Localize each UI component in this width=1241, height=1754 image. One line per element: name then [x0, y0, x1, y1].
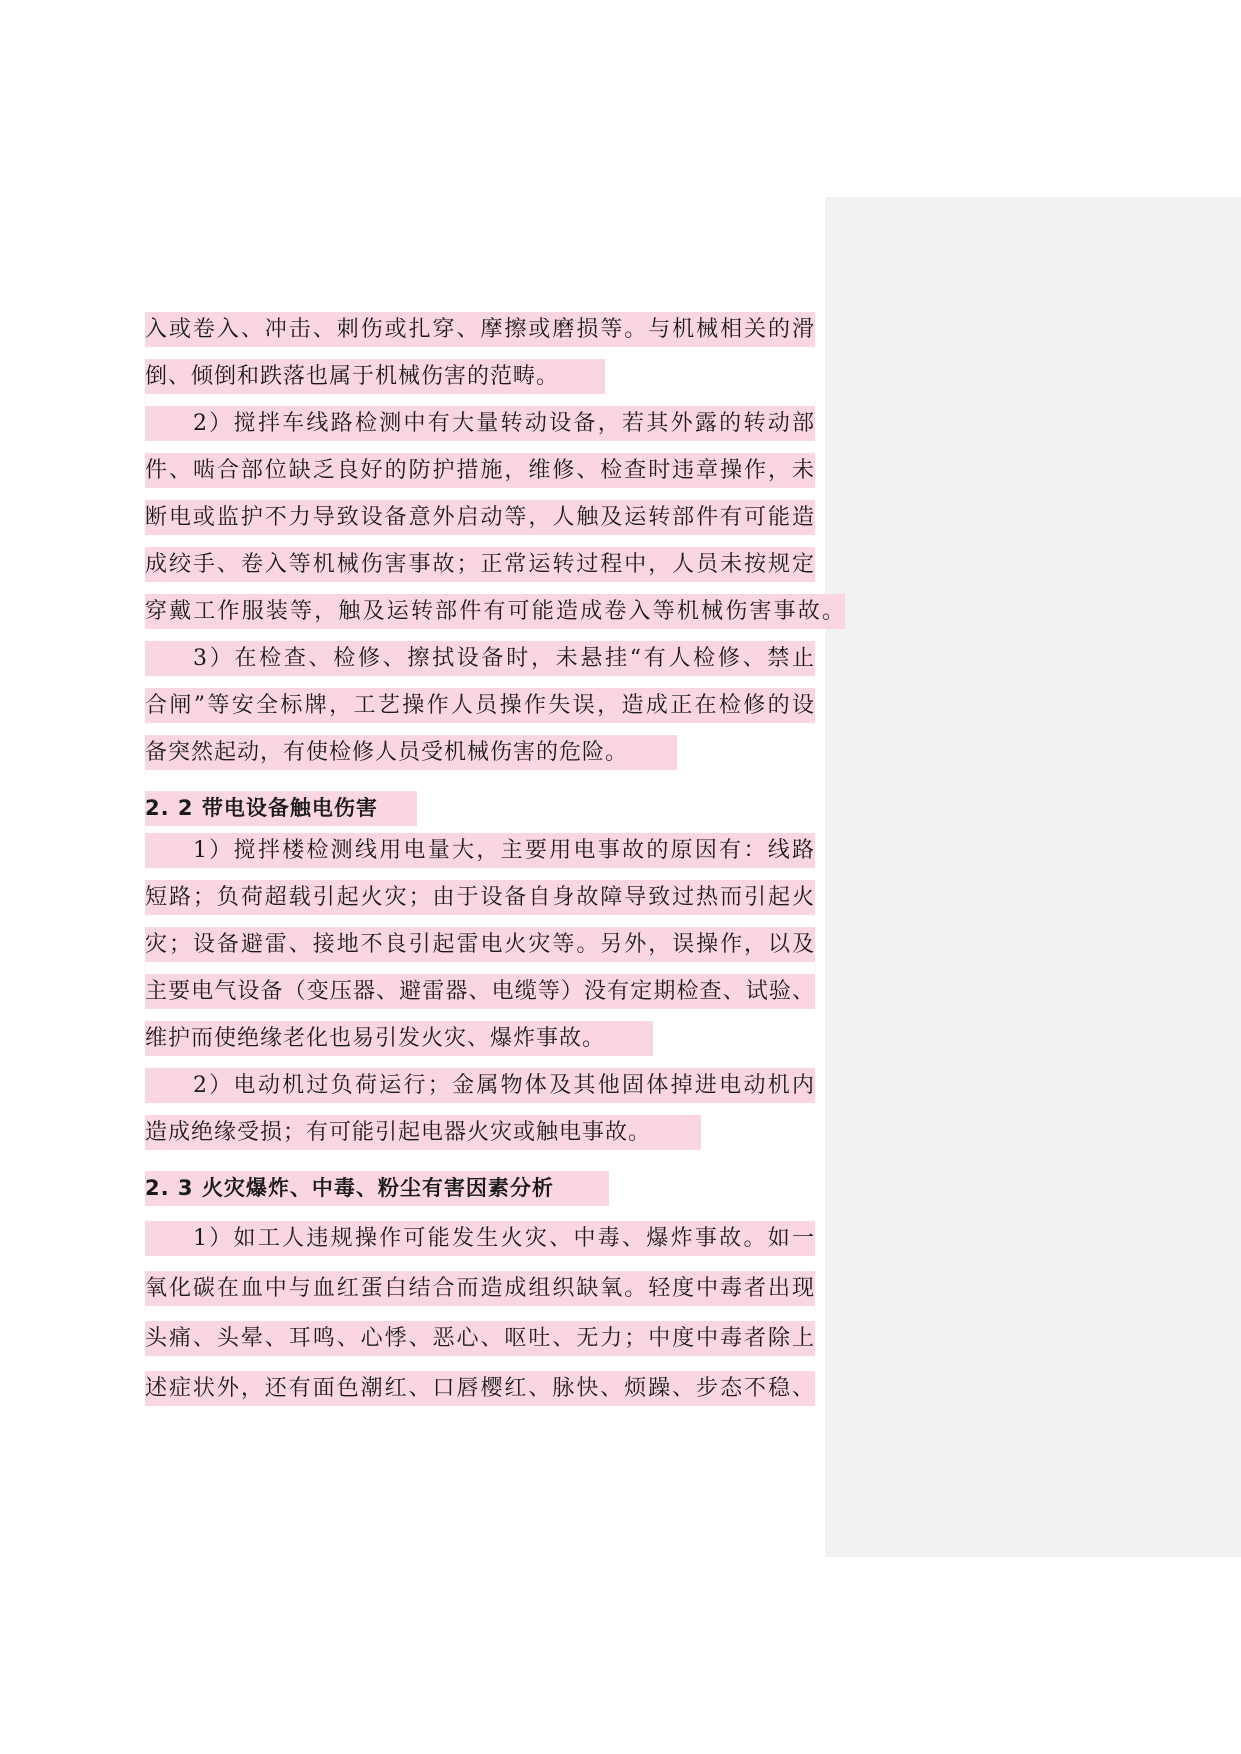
text-line: 氧化碳在血中与血红蛋白结合而造成组织缺氧。轻度中毒者出现: [145, 1271, 815, 1306]
text-line: 2）搅拌车线路检测中有大量转动设备，若其外露的转动部: [145, 406, 815, 441]
section-heading: 2. 3 火灾爆炸、中毒、粉尘有害因素分析: [145, 1171, 609, 1206]
text-line: 1）如工人违规操作可能发生火灾、中毒、爆炸事故。如一: [145, 1221, 815, 1256]
text-line: 备突然起动，有使检修人员受机械伤害的危险。: [145, 735, 677, 770]
text-line: 件、啮合部位缺乏良好的防护措施，维修、检查时违章操作，未: [145, 453, 815, 488]
text-line: 穿戴工作服装等，触及运转部件有可能造成卷入等机械伤害事故。: [145, 594, 845, 629]
text-line: 1）搅拌楼检测线用电量大，主要用电事故的原因有：线路: [145, 833, 815, 868]
text-line: 维护而使绝缘老化也易引发火灾、爆炸事故。: [145, 1021, 653, 1056]
text-line: 合闸”等安全标牌，工艺操作人员操作失误，造成正在检修的设: [145, 688, 815, 723]
text-line: 短路；负荷超载引起火灾；由于设备自身故障导致过热而引起火: [145, 880, 815, 915]
text-line: 述症状外，还有面色潮红、口唇樱红、脉快、烦躁、步态不稳、: [145, 1371, 815, 1406]
text-line: 2）电动机过负荷运行；金属物体及其他固体掉进电动机内: [145, 1068, 815, 1103]
text-line: 造成绝缘受损；有可能引起电器火灾或触电事故。: [145, 1115, 701, 1150]
text-line: 断电或监护不力导致设备意外启动等，人触及运转部件有可能造: [145, 500, 815, 535]
text-line: 头痛、头晕、耳鸣、心悸、恶心、呕吐、无力；中度中毒者除上: [145, 1321, 815, 1356]
text-line: 倒、倾倒和跌落也属于机械伤害的范畴。: [145, 359, 605, 394]
text-line: 主要电气设备（变压器、避雷器、电缆等）没有定期检查、试验、: [145, 974, 815, 1009]
text-line: 成绞手、卷入等机械伤害事故；正常运转过程中，人员未按规定: [145, 547, 815, 582]
text-line: 3）在检查、检修、擦拭设备时，未悬挂“有人检修、禁止: [145, 641, 815, 676]
section-heading: 2. 2 带电设备触电伤害: [145, 791, 417, 826]
text-line: 入或卷入、冲击、刺伤或扎穿、摩擦或磨损等。与机械相关的滑: [145, 312, 815, 347]
text-line: 灾；设备避雷、接地不良引起雷电火灾等。另外，误操作，以及: [145, 927, 815, 962]
comment-margin-panel: [825, 197, 1241, 1557]
